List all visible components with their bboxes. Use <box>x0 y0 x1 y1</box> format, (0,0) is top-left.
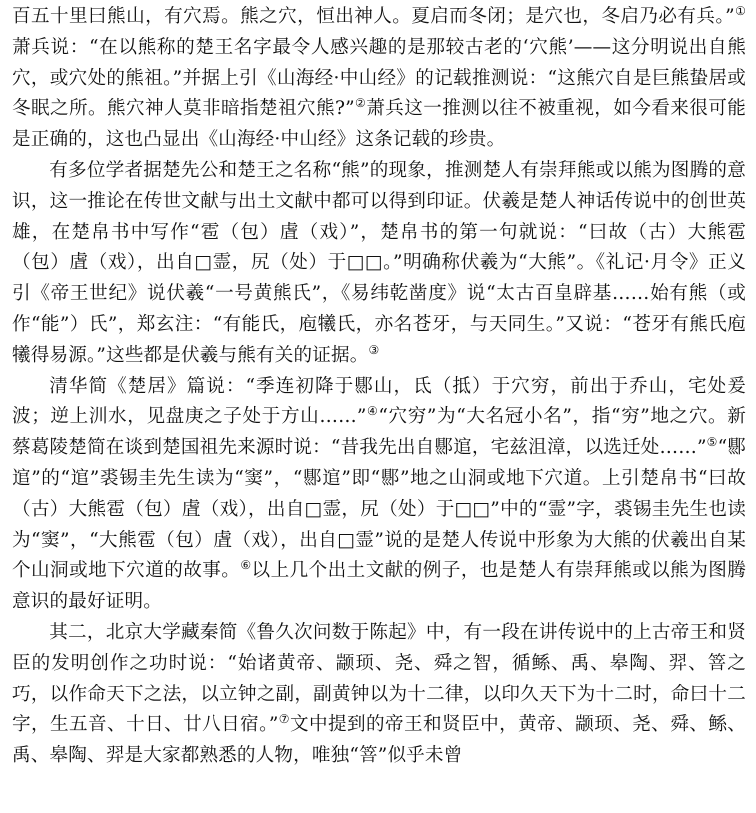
text-run: “郻逭”的“逭”裘锡圭先生读为“窦”，“郻逭”即“郻”地之山洞或地下穴道。上引楚帛书“曰故（古）大熊雹（包）虘（戏），出自□霊，尻（处）于□□”中的“霊”字，裘锡圭先生也读为“窦”，“大熊雹（包）虘（戏），出自□霊”说的是楚人传说中形象为大熊的伏羲出自某个山洞或地下穴道的故事。 <box>12 437 746 582</box>
footnote-marker: ⑥ <box>240 558 252 573</box>
paragraph-3 <box>12 372 746 618</box>
footnote-marker: ② <box>354 96 367 111</box>
text-run: 以上几个出土文献的例子，也是楚人有崇拜熊或以熊为图腾意识的最好证明。 <box>12 560 746 613</box>
text-run: 文中提到的帝王和贤臣中，黄帝、颛顼、尧、舜、鲧、禹、皋陶、羿是大家都熟悉的人物，唯独“箁”似乎未曾 <box>12 714 746 767</box>
text-run: 百五十里曰熊山，有穴焉。熊之穴，恒出神人。夏启而冬闭；是穴也，冬启乃必有兵。” <box>12 6 735 27</box>
text-run: 萧兵这一推测以往不被重视，如今看来很可能是正确的，这也凸显出《山海经·中山经》这条记载的珍贵。 <box>12 98 746 151</box>
footnote-marker: ① <box>734 3 746 18</box>
text-run: 有多位学者据楚先公和楚王之名称“熊”的现象，推测楚人有崇拜熊或以熊为图腾的意识，这一推论在传世文献与出土文献中都可以得到印证。伏羲是楚人神话传说中的创世英雄，在楚帛书中写作“雹（包）虘（戏）”，楚帛书的第一句就说：“曰故（古）大熊雹（包）虘（戏），出自□霊，尻（处）于□□。”明确称伏羲为“大熊”。《礼记·月令》正义引《帝王世纪》说伏羲“一号黄熊氏”，《易纬乾凿度》说“太古百皇辟基……始有熊（或作“能”）氏”，郑玄注：“有能氏，庖犧氏，亦名苍牙，与天同生。”又说：“苍牙有熊氏庖犧得易源。”这些都是伏羲与熊有关的证据。 <box>12 159 746 366</box>
paragraph-2 <box>12 156 746 372</box>
text-run: 萧兵说：“在以熊称的楚王名字最令人感兴趣的是那较古老的‘穴熊’——这分明说出自熊穴，或穴处的熊祖。”并据上引《山海经·中山经》的记载推测说：“这熊穴自是巨熊蛰居或冬眠之所。熊穴神人莫非暗指楚祖穴熊?” <box>12 36 746 120</box>
footnote-marker: ⑦ <box>278 712 290 727</box>
text-run: 清华简《楚居》篇说：“季连初降于郻山，氐（抵）于穴穷，前出于乔山，宅处爰波；逆上汌水，见盘庚之子处于方山……” <box>12 375 746 428</box>
footnote-marker: ④ <box>366 404 379 419</box>
footnote-marker: ③ <box>368 342 380 357</box>
text-run: 其二，北京大学藏秦简《鲁久次问数于陈起》中，有一段在讲传说中的上古帝王和贤臣的发明创作之功时说：“始诸黄帝、颛顼、尧、舜之智，循鲧、禹、皋陶、羿、箁之巧，以作命天下之法，以立钟之副，副黄钟以为十二律，以印久天下为十二时，命曰十二字，生五音、十日、廿八日宿。” <box>12 621 746 736</box>
footnote-marker: ⑤ <box>706 434 718 449</box>
text-run: “穴穷”为“大名冠小名”，指“穷”地之穴。新蔡葛陵楚简在谈到楚国祖先来源时说：“昔我先出自郻逭，宅兹沮漳，以选迁处……” <box>12 406 746 459</box>
paragraph-4 <box>12 618 746 772</box>
paragraph-1 <box>12 2 746 156</box>
